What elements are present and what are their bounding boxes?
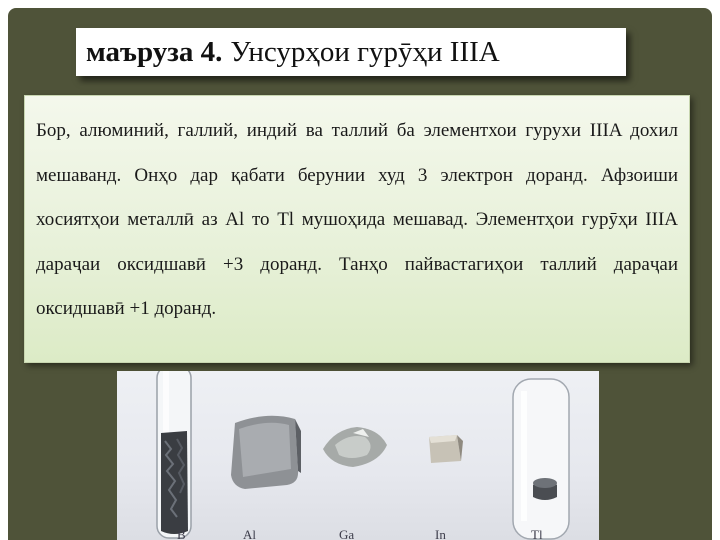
elements-photo-drawing [117, 371, 599, 540]
content-text-box [24, 95, 690, 363]
thallium-ampoule [513, 379, 569, 539]
label-indium: In [435, 527, 446, 540]
content-paragraph: Бор, алюминий, галлий, индий ва таллий ба элементхои гурухи IIIA дохил мешаванд. Онҳо дар қабати берунии худ 3 электрон доранд. Афзоиши хосиятҳои металлӣ аз Al то Tl мушоҳида мешавад. Элементҳои гурӯҳи IIIA дараҷаи оксидшавӣ +3 доранд. Танҳо пайвастагиҳои таллий дараҷаи оксидшавӣ +1 доранд. [36, 120, 678, 319]
title-lecture-number: маъруза 4. [86, 35, 223, 68]
title-topic: Унсурҳои гурӯҳи IIIA [230, 35, 500, 68]
elements-photo [117, 371, 599, 540]
label-thallium: Tl [531, 527, 543, 540]
aluminium-sample [231, 416, 301, 489]
label-gallium: Ga [339, 527, 355, 540]
slide-title [76, 28, 626, 76]
label-boron: B [177, 527, 186, 540]
indium-sample [429, 435, 463, 463]
gallium-sample [323, 427, 387, 467]
boron-tube [157, 371, 191, 538]
label-aluminium: Al [243, 527, 256, 540]
